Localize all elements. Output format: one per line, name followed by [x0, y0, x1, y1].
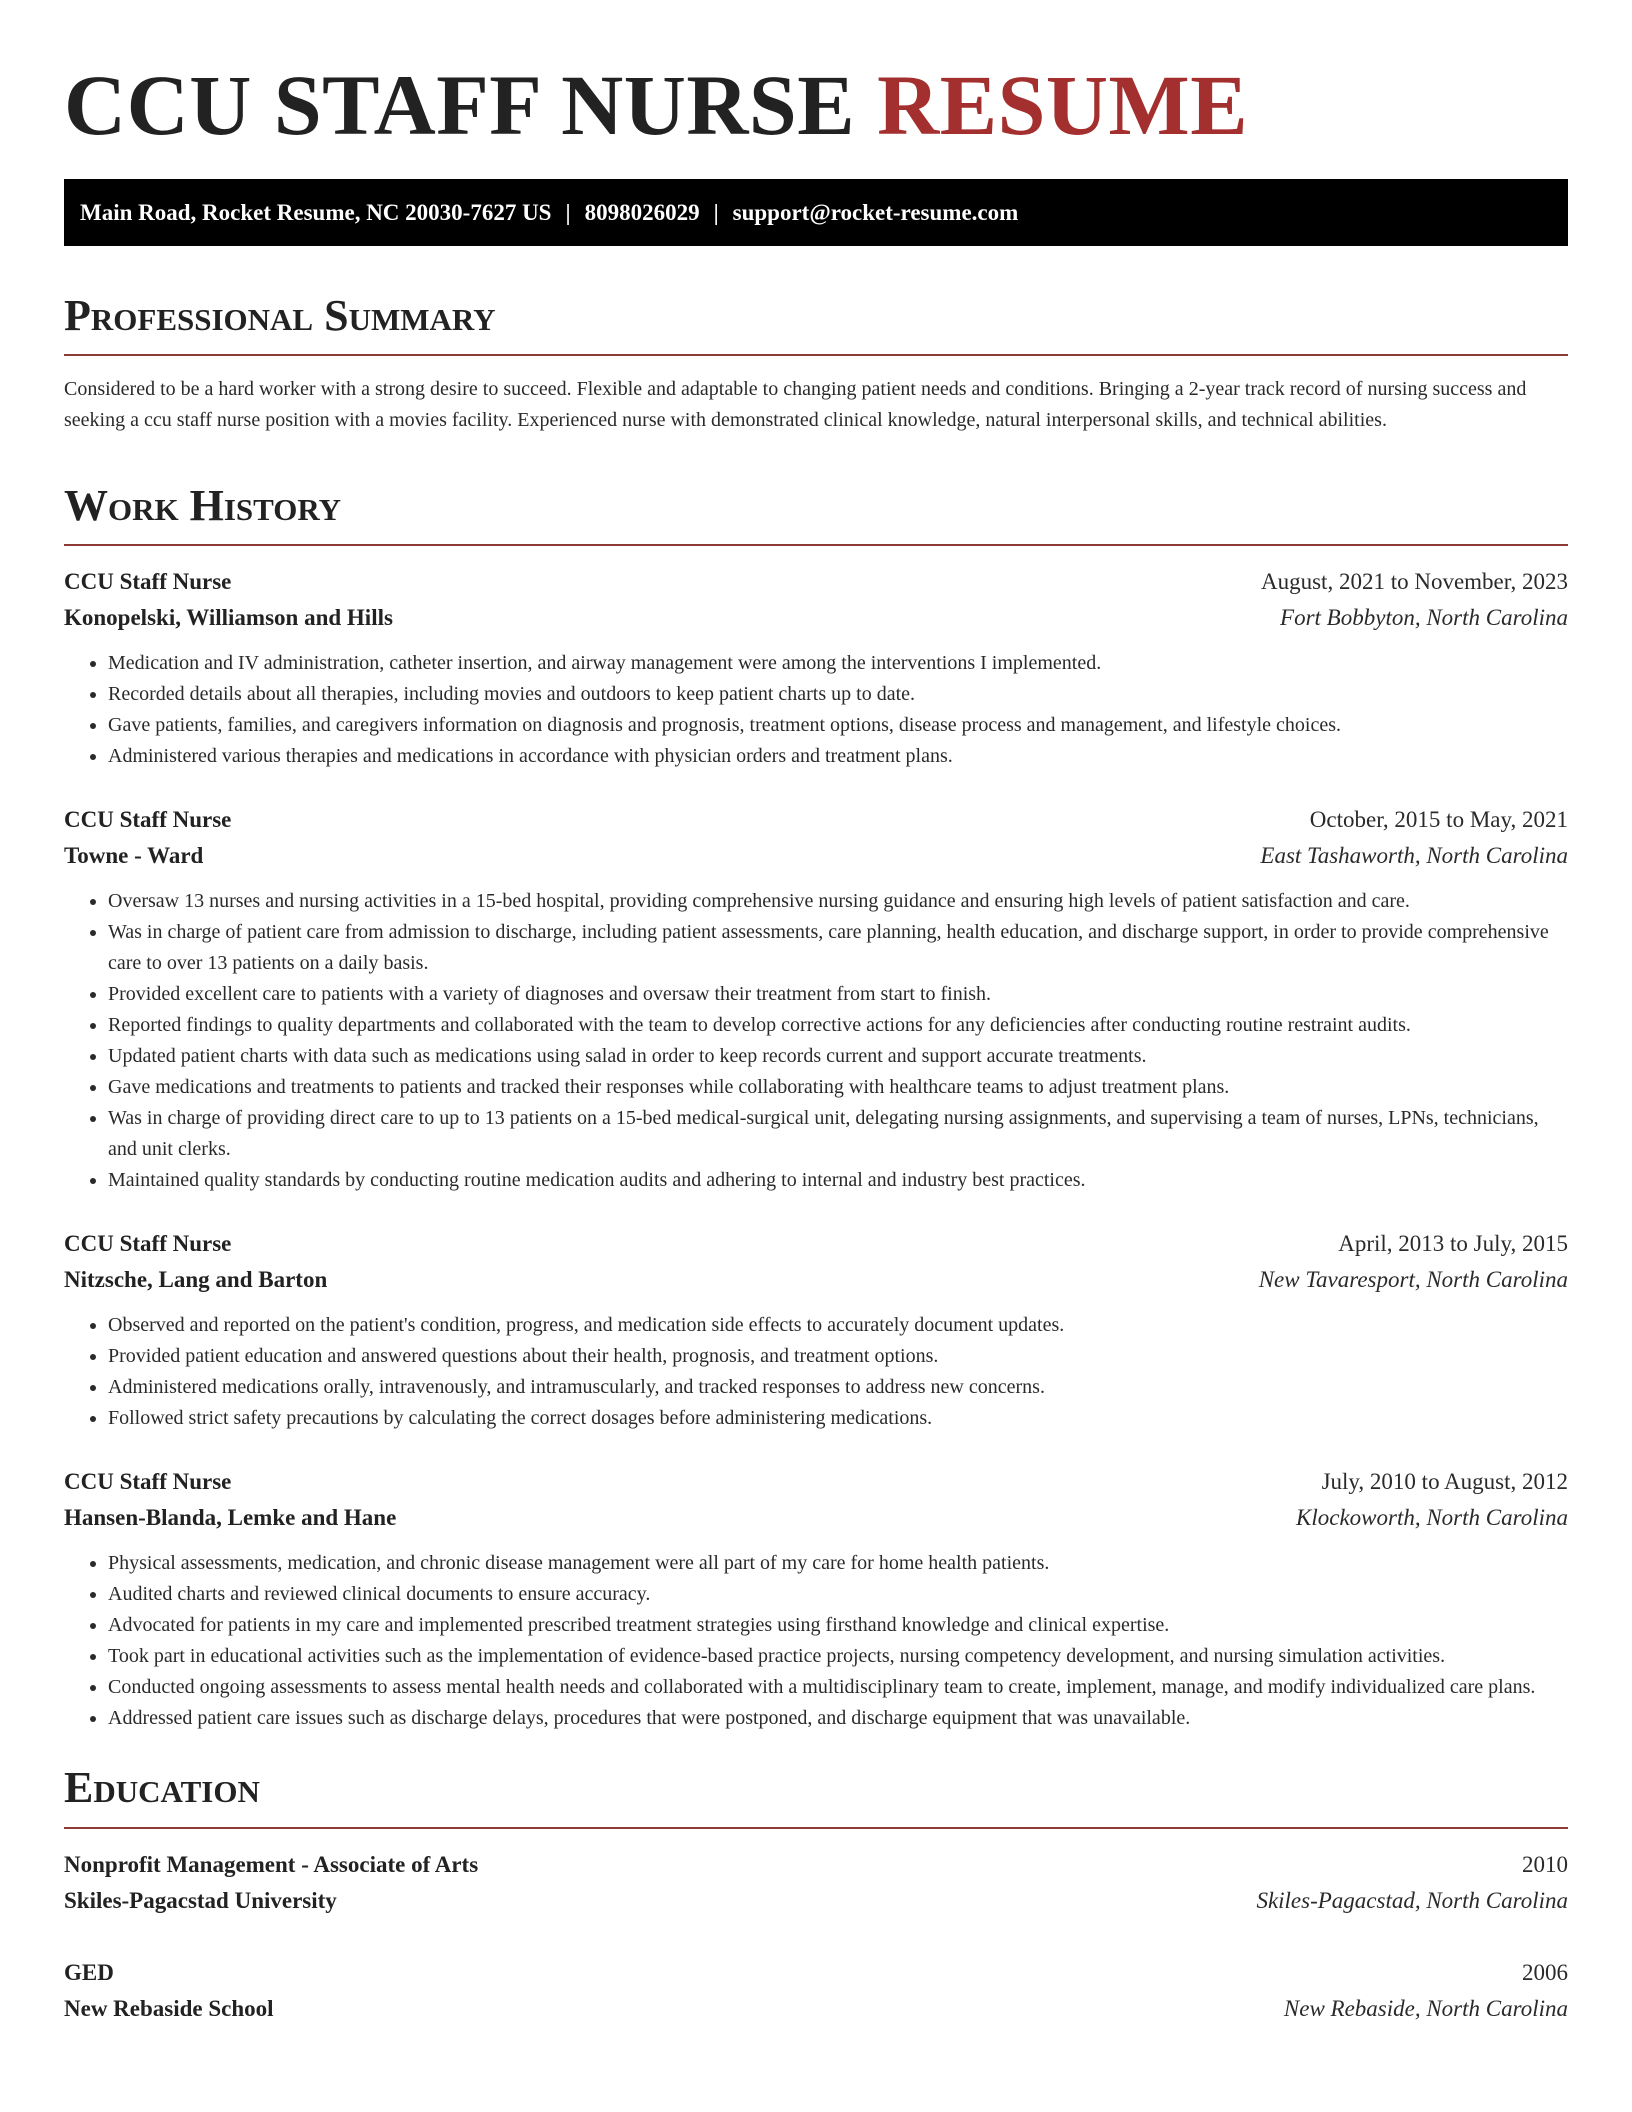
job-title: CCU Staff Nurse [64, 1469, 232, 1495]
education-school-row [64, 1883, 1568, 1919]
education-entry [64, 1847, 1568, 1919]
title-main: CCU STAFF NURSE [64, 57, 856, 153]
work-heading: Work History [64, 480, 342, 530]
list-item: • Was in charge of providing direct care to up to 13 patients on a 15-bed medical-surgical unit, delegating nursing assignments, and supervising a team of nurses, LPNs, technicians, and unit clerks. [108, 1103, 1568, 1165]
job-entry [64, 1226, 1568, 1434]
education-list [64, 1847, 1568, 2027]
list-item: • Was in charge of patient care from admission to discharge, including patient assessments, care planning, health education, and discharge support, in order to provide comprehensive care to over 13 patients on a daily basis. [108, 917, 1568, 979]
list-item: • Followed strict safety precautions by calculating the correct dosages before administering medications. [108, 1403, 1568, 1434]
job-company: Hansen-Blanda, Lemke and Hane [64, 1505, 397, 1531]
list-item: • Took part in educational activities such as the implementation of evidence-based practice projects, nursing competency development, and nursing simulation activities. [108, 1641, 1568, 1672]
list-item: • Medication and IV administration, catheter insertion, and airway management were among the interventions I implemented. [108, 648, 1568, 679]
education-school: New Rebaside School [64, 1995, 274, 2021]
list-item: • Administered medications orally, intravenously, and intramuscularly, and tracked responses to address new concerns. [108, 1372, 1568, 1403]
job-company: Nitzsche, Lang and Barton [64, 1267, 328, 1293]
job-duties [64, 886, 1568, 1196]
section-divider [64, 1827, 1568, 1829]
list-item: • Conducted ongoing assessments to assess mental health needs and collaborated with a multidisciplinary team to create, implement, manage, and modify individualized care plans. [108, 1672, 1568, 1703]
contact-email[interactable]: support@rocket-resume.com [732, 199, 1019, 225]
list-item: • Advocated for patients in my care and implemented prescribed treatment strategies using firsthand knowledge and clinical expertise. [108, 1610, 1568, 1641]
education-year: 2010 [1522, 1851, 1568, 1877]
job-company: Towne - Ward [64, 843, 204, 869]
list-item: • Gave patients, families, and caregivers information on diagnosis and prognosis, treatment options, disease process and management, and lifestyle choices. [108, 710, 1568, 741]
list-item: • Administered various therapies and medications in accordance with physician orders and treatment plans. [108, 741, 1568, 772]
education-location: Skiles-Pagacstad, North Carolina [1256, 1887, 1568, 1913]
job-dates: August, 2021 to November, 2023 [1261, 569, 1568, 595]
job-title-row [64, 1464, 1568, 1500]
job-title-row [64, 564, 1568, 600]
list-item: • Gave medications and treatments to patients and tracked their responses while collaborating with healthcare teams to adjust treatment plans. [108, 1072, 1568, 1103]
list-item: • Provided patient education and answered questions about their health, prognosis, and treatment options. [108, 1341, 1568, 1372]
education-school: Skiles-Pagacstad University [64, 1887, 337, 1913]
job-duties [64, 1548, 1568, 1734]
job-duties [64, 1310, 1568, 1434]
job-company-row [64, 1500, 1568, 1536]
list-item: • Audited charts and reviewed clinical documents to ensure accuracy. [108, 1579, 1568, 1610]
job-location: Klockoworth, North Carolina [1296, 1505, 1568, 1531]
job-location: New Tavaresport, North Carolina [1258, 1267, 1568, 1293]
education-degree-row [64, 1955, 1568, 1991]
job-company-row [64, 600, 1568, 636]
job-duties [64, 648, 1568, 772]
list-item: • Provided excellent care to patients with a variety of diagnoses and oversaw their treatment from start to finish. [108, 979, 1568, 1010]
work-history-list [64, 564, 1568, 1734]
job-company-row [64, 838, 1568, 874]
list-item: • Observed and reported on the patient's condition, progress, and medication side effects to accurately document updates. [108, 1310, 1568, 1341]
list-item: • Updated patient charts with data such as medications using salad in order to keep records current and support accurate treatments. [108, 1041, 1568, 1072]
job-title-row [64, 1226, 1568, 1262]
list-item: • Addressed patient care issues such as discharge delays, procedures that were postponed, and discharge equipment that was unavailable. [108, 1703, 1568, 1734]
job-location: Fort Bobbyton, North Carolina [1280, 605, 1568, 631]
list-item: • Maintained quality standards by conducting routine medication audits and adhering to internal and industry best practices. [108, 1165, 1568, 1196]
job-entry [64, 564, 1568, 772]
job-company-row [64, 1262, 1568, 1298]
contact-separator: | [565, 199, 571, 225]
list-item: • Oversaw 13 nurses and nursing activities in a 15-bed hospital, providing comprehensive nursing guidance and ensuring high levels of patient satisfaction and care. [108, 886, 1568, 917]
section-divider [64, 544, 1568, 546]
job-title: CCU Staff Nurse [64, 1231, 232, 1257]
job-location: East Tashaworth, North Carolina [1260, 843, 1568, 869]
resume-title [64, 58, 1568, 153]
education-degree: Nonprofit Management - Associate of Arts [64, 1851, 479, 1877]
contact-separator: | [713, 199, 719, 225]
list-item: • Recorded details about all therapies, including movies and outdoors to keep patient charts up to date. [108, 679, 1568, 710]
job-dates: July, 2010 to August, 2012 [1321, 1469, 1568, 1495]
title-accent: RESUME [877, 57, 1249, 153]
job-title: CCU Staff Nurse [64, 807, 232, 833]
education-school-row [64, 1991, 1568, 2027]
education-entry [64, 1955, 1568, 2027]
summary-text: Considered to be a hard worker with a strong desire to succeed. Flexible and adaptable to changing patient needs and conditions. Bringing a 2-year track record of nursing success and seeking a ccu staff nurse position with a movies facility. Experienced nurse with demonstrated clinical knowledge, natural interpersonal skills, and technical abilities. [64, 377, 1527, 431]
job-company: Konopelski, Williamson and Hills [64, 605, 393, 631]
contact-address: Main Road, Rocket Resume, NC 20030-7627 US [80, 199, 552, 225]
job-title: CCU Staff Nurse [64, 569, 232, 595]
education-degree: GED [64, 1959, 114, 1985]
contact-phone[interactable]: 8098026029 [584, 199, 700, 225]
contact-bar [64, 179, 1568, 246]
list-item: • Reported findings to quality departments and collaborated with the team to develop corrective actions for any deficiencies after conducting routine restraint audits. [108, 1010, 1568, 1041]
education-location: New Rebaside, North Carolina [1283, 1995, 1568, 2021]
summary-heading: Professional Summary [64, 290, 496, 340]
education-degree-row [64, 1847, 1568, 1883]
job-entry [64, 1464, 1568, 1734]
education-year: 2006 [1522, 1959, 1568, 1985]
education-heading: Education [64, 1763, 260, 1813]
section-divider [64, 354, 1568, 356]
job-title-row [64, 802, 1568, 838]
job-entry [64, 802, 1568, 1196]
job-dates: October, 2015 to May, 2021 [1309, 807, 1568, 833]
list-item: • Physical assessments, medication, and chronic disease management were all part of my care for home health patients. [108, 1548, 1568, 1579]
job-dates: April, 2013 to July, 2015 [1338, 1231, 1568, 1257]
